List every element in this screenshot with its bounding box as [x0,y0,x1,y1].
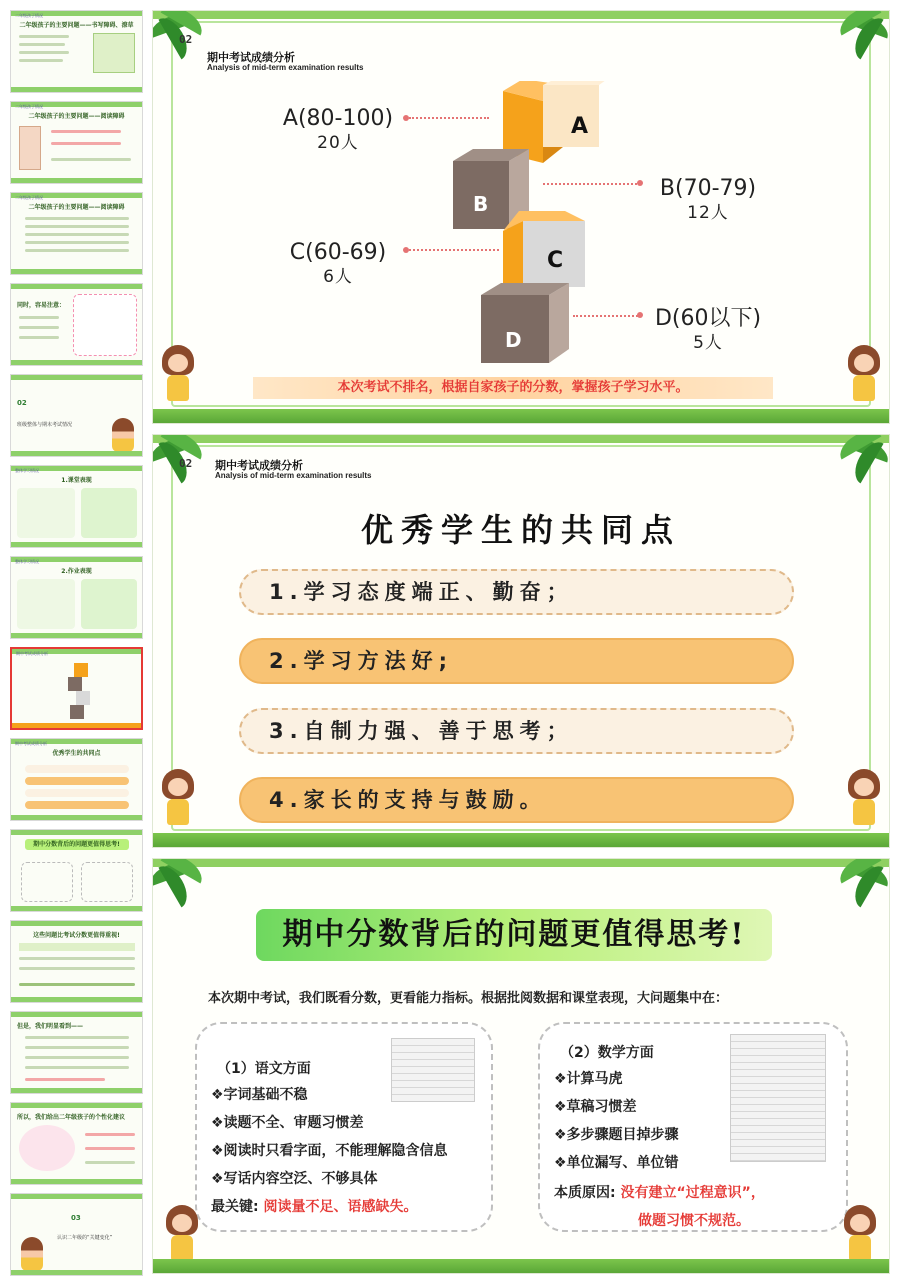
chinese-item-4: ❖写话内容空泛、不够具体 [211,1171,378,1187]
thumb-label: 期中考试成绩分析 [15,741,47,746]
chinese-heading: （1）语文方面 [217,1061,311,1077]
slide-thumbnail-4[interactable] [10,283,143,366]
palm-tree-icon [835,10,890,67]
slide-thumbnail-7[interactable] [10,556,143,639]
slide-thumbnail-14[interactable] [10,1193,143,1276]
slide-title: 期中分数背后的问题更值得思考! [256,909,772,961]
slide-thumbnail-11[interactable] [10,920,143,1003]
thumb-label: 二年级孩子情况 [15,195,43,200]
palm-tree-icon [152,858,207,915]
thumb-title: 优秀学生的共同点 [52,750,101,757]
slide-problems-behind-scores[interactable] [152,858,890,1274]
slide-thumbnail-13[interactable] [10,1102,143,1185]
thumb-section-number: 02 [17,399,27,407]
slide-thumbnail-1[interactable] [10,10,143,93]
chinese-item-1: ❖字词基础不稳 [211,1087,308,1103]
girl-illustration [159,345,197,405]
math-key-text-2: 做题习惯不规范。 [638,1213,750,1229]
slide-thumbnail-9[interactable] [10,738,143,821]
grade-c-count: 6人 [323,267,353,287]
chinese-item-2: ❖读题不全、审题习惯差 [211,1115,364,1131]
cube-a-letter: A [571,114,589,139]
palm-tree-icon [835,434,890,491]
thumb-label: 期中考试成绩分析 [16,651,48,656]
slide-thumbnail-8[interactable] [10,647,143,730]
thumb-title: 但是，我们明显看到—— [17,1023,84,1030]
worksheet-photo [391,1038,475,1102]
slide-excellent-students[interactable] [152,434,890,848]
slide-thumbnail-12[interactable] [10,1011,143,1094]
math-item-2: ❖草稿习惯差 [554,1099,637,1115]
grade-b-range: B(70-79) [659,176,757,201]
grade-c-label [273,241,403,289]
grade-d-range: D(60以下) [654,306,762,331]
math-key [554,1182,765,1202]
math-heading: （2）数学方面 [560,1045,654,1061]
point-3: 3.自制力强、善于思考； [239,708,794,754]
point-4: 4.家长的支持与鼓励。 [239,777,794,823]
chinese-item-3: ❖阅读时只看字面，不能理解隐含信息 [211,1143,448,1159]
math-item-4: ❖单位漏写、单位错 [554,1155,679,1171]
girl-illustration [112,418,134,452]
thumb-title: 2.作业表现 [61,568,92,575]
thumb-image [19,126,41,170]
thumb-title: 二年级孩子的主要问题——阅读障碍 [28,113,125,120]
thumb-label: 整体学习情况 [15,468,39,473]
thumb-title: 这些问题比考试分数更值得重视! [33,932,120,939]
grade-d-label [643,307,773,355]
grade-a-range: A(80-100) [282,106,394,131]
math-item-3: ❖多步骤题目掉步骤 [554,1127,679,1143]
slide-thumbnail-3[interactable] [10,192,143,275]
math-key-label: 本质原因: [554,1185,616,1201]
thumb-section-number: 03 [71,1214,81,1222]
grade-c-range: C(60-69) [289,240,387,265]
chinese-key-text: 阅读量不足、语感缺失。 [263,1199,418,1215]
thumb-title: 期中分数背后的问题更值得思考! [33,841,120,848]
chinese-key-label: 最关键: [211,1199,259,1215]
thumb-title: 1.课堂表现 [61,477,92,484]
slide-thumbnail-2[interactable] [10,101,143,184]
point-2: 2.学习方法好; [239,638,794,684]
thumb-label: 整体学习情况 [15,559,39,564]
chinese-issues-box [195,1022,493,1232]
grade-b-label [643,177,773,225]
grade-cubes-illustration [443,81,613,371]
grade-a-label [273,107,403,155]
girl-illustration [21,1237,43,1271]
slide-subtitle: Analysis of mid-term examination results [215,471,372,480]
cube-d [481,283,569,363]
girl-illustration [163,1205,201,1265]
girl-illustration [845,345,883,405]
grade-a-count: 20人 [317,133,359,153]
slide-subtitle: Analysis of mid-term examination results [207,63,364,72]
thumb-title: 认识二年级的“关键变化” [57,1235,113,1241]
thumb-image [93,33,135,73]
math-issues-box [538,1022,848,1232]
cube-d-letter: D [505,328,522,352]
slide-title: 期中考试成绩分析 [207,51,295,64]
slide-thumbnail-5[interactable] [10,374,143,457]
thumb-title: 班级整体与期末考试情况 [17,422,73,428]
cube-c-letter: C [547,248,564,273]
thumb-title: 所以，我们给出二年级孩子的个性化建议 [17,1114,126,1121]
slide-thumbnail-6[interactable] [10,465,143,548]
section-number: 02 [179,33,193,46]
math-key-text-1: 没有建立“过程意识”， [620,1185,765,1201]
thumb-label: 二年级孩子情况 [15,13,43,18]
girl-illustration [845,769,883,829]
section-number: 02 [179,457,193,470]
chinese-key [211,1196,417,1216]
point-1: 1.学习态度端正、勤奋； [239,569,794,615]
thumb-note-box [73,294,137,356]
palm-tree-icon [835,858,890,915]
intro-text: 本次期中考试，我们既看分数，更看能力指标。根据批阅数据和课堂表现，大问题集中在： [208,991,729,1006]
slide-thumbnail-10[interactable] [10,829,143,912]
math-item-1: ❖计算马虎 [554,1071,623,1087]
girl-illustration [159,769,197,829]
thumb-title: 同时，容易注意： [17,302,66,309]
girl-illustration [841,1205,879,1265]
grade-d-count: 5人 [693,333,723,353]
slide-title: 期中考试成绩分析 [215,459,303,472]
no-ranking-banner: 本次考试不排名，根据自家孩子的分数，掌握孩子学习水平。 [253,377,773,399]
slide-thumbnail-panel [0,0,150,1286]
thumb-title: 二年级孩子的主要问题——阅读障碍 [28,204,125,211]
slide-grade-analysis[interactable] [152,10,890,424]
worksheet-photo [730,1034,826,1162]
thumb-label: 二年级孩子情况 [15,104,43,109]
thumb-title: 二年级孩子的主要问题——书写障碍、潦草 [19,22,134,29]
grade-b-count: 12人 [687,203,729,223]
cube-b-letter: B [473,192,489,216]
slide-heading: 优秀学生的共同点 [360,511,681,549]
